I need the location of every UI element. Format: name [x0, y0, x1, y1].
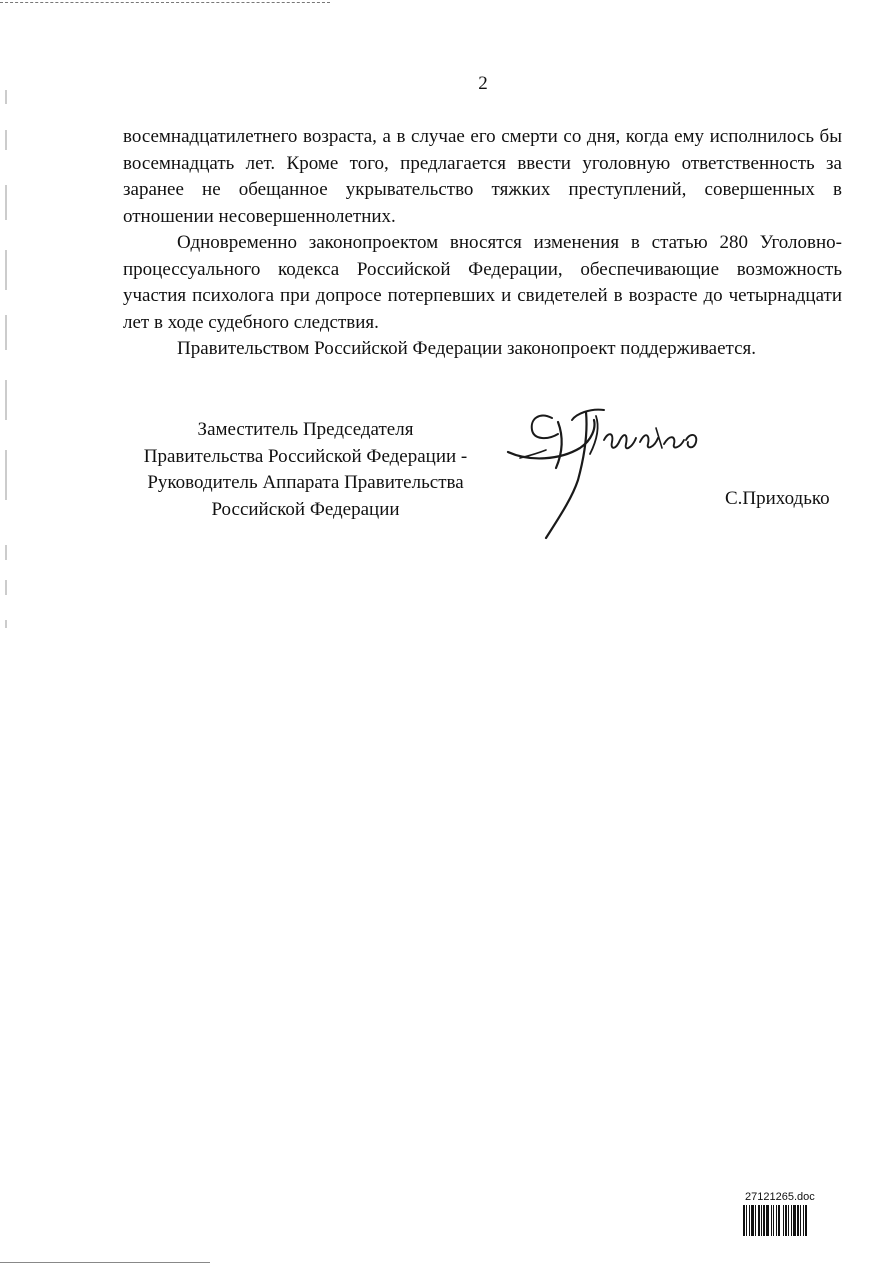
- barcode-bar: [749, 1205, 750, 1236]
- paragraph-support: Правительством Российской Федерации законопроект поддерживается.: [177, 338, 756, 359]
- paragraph-amendments: Одновременно законопроектом вносятся изменения в статью 280 Уголовно-процессуального кодекса Российской Федерации, обеспечивающие возможность участия психолога при допросе потерпевших и свидетелей в возрасте до четырнадцати лет в ходе судебного следствия.: [123, 232, 842, 333]
- signatory-title-line: Российской Федерации: [211, 498, 400, 520]
- body-text: [123, 124, 842, 363]
- barcode-bar: [797, 1205, 799, 1236]
- scan-artifact-bottom-line: [0, 1262, 210, 1263]
- barcode-bar: [743, 1205, 745, 1236]
- barcode-bar: [776, 1205, 777, 1236]
- signer-name: С.Приходько: [725, 488, 830, 509]
- barcode-bar: [771, 1205, 772, 1236]
- barcode-bar: [751, 1205, 754, 1236]
- barcode-icon: [743, 1205, 827, 1236]
- barcode-bar: [785, 1205, 787, 1236]
- scan-artifact-left-marks: [4, 90, 8, 630]
- barcode-bar: [803, 1205, 804, 1236]
- signatory-title: [123, 417, 488, 523]
- barcode-bar: [766, 1205, 769, 1236]
- barcode-bar: [755, 1205, 756, 1236]
- barcode-bar: [778, 1205, 780, 1236]
- barcode-bar: [783, 1205, 784, 1236]
- page-number: 2: [478, 73, 488, 94]
- barcode-bar: [758, 1205, 760, 1236]
- barcode-bar: [788, 1205, 789, 1236]
- document-code: 27121265.doc: [745, 1191, 815, 1203]
- barcode-bar: [763, 1205, 765, 1236]
- barcode-bar: [791, 1205, 792, 1236]
- barcode-bar: [773, 1205, 774, 1236]
- barcode-bar: [800, 1205, 801, 1236]
- handwritten-signature: [500, 398, 710, 543]
- signatory-title-line: Руководитель Аппарата Правительства: [147, 472, 464, 493]
- paragraph-continuation: восемнадцатилетнего возраста, а в случае его смерти со дня, когда ему исполнилось бы восемнадцать лет. Кроме того, предлагается ввести уголовную ответственность за заранее не обещанное укрывательство тяжких преступлений, совершенных в отношении несовершеннолетних.: [123, 126, 842, 227]
- scan-artifact-top-line: [0, 2, 330, 4]
- signatory-title-line: Заместитель Председателя: [197, 419, 414, 440]
- signatory-title-line: Правительства Российской Федерации -: [143, 445, 468, 467]
- barcode-bar: [746, 1205, 747, 1236]
- barcode-bar: [805, 1205, 807, 1236]
- barcode-bar: [793, 1205, 796, 1236]
- barcode-bar: [761, 1205, 762, 1236]
